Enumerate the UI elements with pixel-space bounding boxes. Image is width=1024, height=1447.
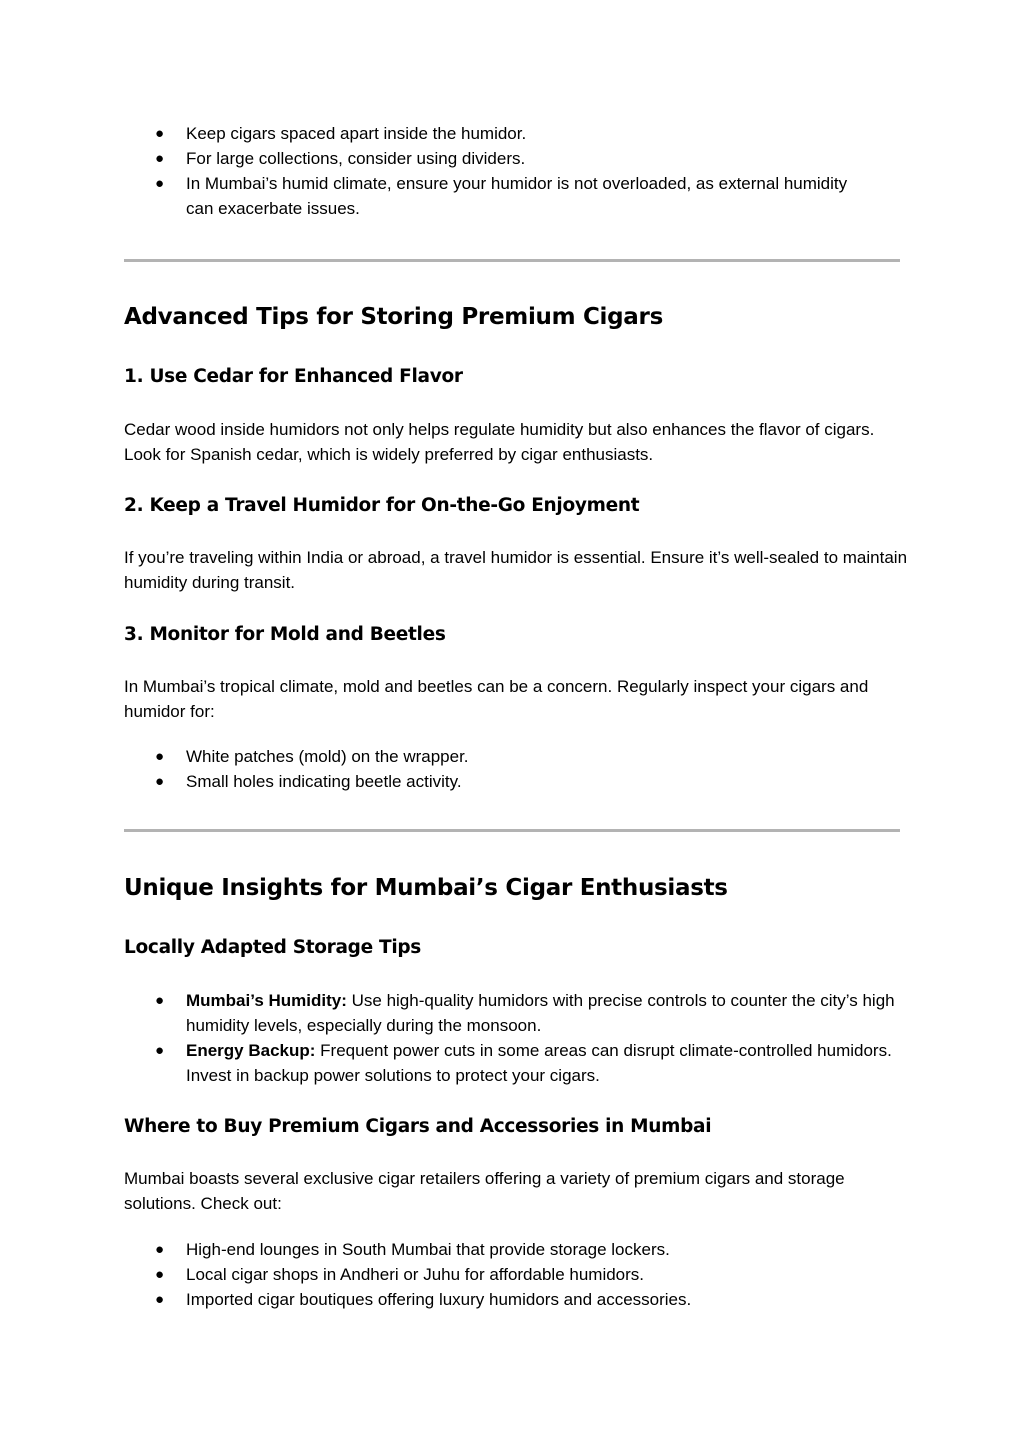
subheading-travel-humidor: 2. Keep a Travel Humidor for On-the-Go Enjoyment <box>124 495 640 516</box>
bullet-icon: ● <box>155 175 165 192</box>
mold-bullet-list <box>124 744 909 794</box>
bullet-icon: ● <box>155 1241 165 1258</box>
list-item <box>124 744 909 769</box>
list-item-label: Mumbai’s Humidity: <box>186 991 347 1010</box>
section-heading-advanced-tips: Advanced Tips for Storing Premium Cigars <box>124 304 663 330</box>
subheading-locally-adapted: Locally Adapted Storage Tips <box>124 937 422 958</box>
list-item-text: White patches (mold) on the wrapper. <box>186 747 469 766</box>
list-item <box>124 1237 909 1262</box>
list-item-text: High-end lounges in South Mumbai that provide storage lockers. <box>186 1240 670 1259</box>
list-item <box>124 1262 909 1287</box>
section-divider <box>124 259 900 262</box>
list-item-text: Local cigar shops in Andheri or Juhu for affordable humidors. <box>186 1265 645 1284</box>
list-item-text: Small holes indicating beetle activity. <box>186 772 462 791</box>
list-item <box>124 146 909 171</box>
bullet-icon: ● <box>155 748 165 765</box>
list-item <box>124 1287 909 1312</box>
subheading-where-to-buy: Where to Buy Premium Cigars and Accessories in Mumbai <box>124 1116 712 1137</box>
retailers-bullet-list <box>124 1237 909 1312</box>
list-item-text: For large collections, consider using dividers. <box>186 149 526 168</box>
local-tips-bullet-list <box>124 988 909 1088</box>
list-item <box>124 1038 909 1088</box>
top-bullet-list <box>124 121 909 221</box>
list-item <box>124 121 909 146</box>
list-item-text: Use high-quality humidors with precise controls to counter the city’s high humidity levels, especially during the monsoon. <box>186 991 895 1035</box>
list-item-text: Imported cigar boutiques offering luxury humidors and accessories. <box>186 1290 692 1309</box>
bullet-icon: ● <box>155 1266 165 1283</box>
list-item-label: Energy Backup: <box>186 1041 316 1060</box>
bullet-icon: ● <box>155 1291 165 1308</box>
list-item-text: Keep cigars spaced apart inside the humidor. <box>186 124 527 143</box>
bullet-icon: ● <box>155 773 165 790</box>
section-divider <box>124 829 900 832</box>
bullet-icon: ● <box>155 992 165 1009</box>
bullet-icon: ● <box>155 150 165 167</box>
paragraph-cedar: Cedar wood inside humidors not only helps regulate humidity but also enhances the flavor of cigars. Look for Spanish cedar, which is widely preferred by cigar enthusiasts. <box>124 420 875 464</box>
list-item <box>124 171 909 221</box>
subheading-mold-beetles: 3. Monitor for Mold and Beetles <box>124 624 446 645</box>
bullet-icon: ● <box>155 1042 165 1059</box>
bullet-icon: ● <box>155 125 165 142</box>
paragraph-where-to-buy: Mumbai boasts several exclusive cigar retailers offering a variety of premium cigars and storage solutions. Check out: <box>124 1169 845 1213</box>
list-item <box>124 769 909 794</box>
paragraph-mold: In Mumbai’s tropical climate, mold and beetles can be a concern. Regularly inspect your cigars and humidor for: <box>124 677 869 721</box>
paragraph-travel: If you’re traveling within India or abroad, a travel humidor is essential. Ensure it’s well-sealed to maintain humidity during transit. <box>124 548 908 592</box>
list-item <box>124 988 909 1038</box>
list-item-text: In Mumbai’s humid climate, ensure your humidor is not overloaded, as external humidity can exacerbate issues. <box>186 174 848 218</box>
subheading-use-cedar: 1. Use Cedar for Enhanced Flavor <box>124 366 463 387</box>
section-heading-unique-insights: Unique Insights for Mumbai’s Cigar Enthusiasts <box>124 875 728 901</box>
list-item-text: Frequent power cuts in some areas can disrupt climate-controlled humidors. Invest in backup power solutions to protect your cigars. <box>186 1041 892 1085</box>
